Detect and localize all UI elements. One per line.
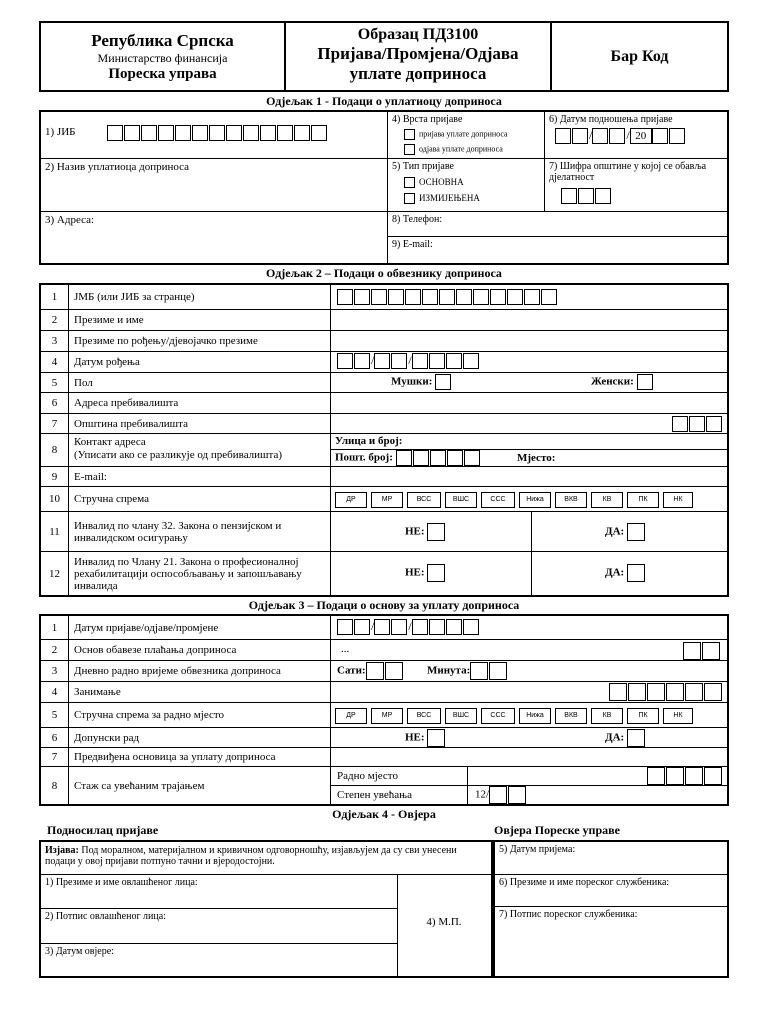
input-box[interactable]	[464, 450, 480, 466]
row-value-cell[interactable]	[330, 616, 727, 639]
invalid21-ne[interactable]: НЕ:	[405, 564, 446, 582]
s3-row-datum	[41, 616, 727, 640]
s3-row-staz	[41, 767, 727, 804]
row-value-cell[interactable]	[330, 487, 727, 511]
row-label: Пол	[74, 376, 93, 389]
education-options[interactable]	[335, 491, 697, 509]
sifra-boxes[interactable]	[561, 187, 612, 205]
row-value-cell[interactable]	[330, 682, 727, 702]
zenski-option[interactable]: Женски:	[591, 374, 654, 390]
datum-prijave-boxes[interactable]: / /	[337, 619, 480, 635]
input-box[interactable]	[226, 125, 242, 141]
datum-prijema-field[interactable]: 5) Датум пријема:	[495, 842, 727, 875]
sati-field[interactable]: Сати:	[337, 662, 404, 680]
input-box[interactable]	[628, 683, 646, 701]
datum-label: 6) Датум подношења пријаве	[549, 114, 673, 125]
section4-right	[493, 840, 729, 978]
row-value-cell[interactable]	[330, 373, 727, 392]
input-box[interactable]	[429, 619, 445, 635]
input-box[interactable]	[175, 125, 191, 141]
row-number: 1	[41, 616, 69, 639]
edu-sss[interactable]: ССС	[481, 708, 515, 724]
stepen-label: Степен увећања	[337, 789, 413, 801]
section2-title: Одјељак 2 – Подаци о обвезнику доприноса	[266, 266, 502, 280]
row-value-cell[interactable]	[330, 661, 727, 681]
invalid32-da[interactable]: ДА:	[605, 523, 646, 541]
s2-row-jmb	[41, 285, 727, 310]
year-prefix: 20	[630, 128, 652, 144]
osnovica-field[interactable]	[330, 748, 727, 766]
row-label: Општина пребивалишта	[74, 417, 188, 430]
input-box[interactable]	[311, 125, 327, 141]
input-box[interactable]	[158, 125, 174, 141]
prezime-field[interactable]	[330, 310, 727, 330]
stepen-field[interactable]: 12/	[475, 786, 527, 804]
input-box[interactable]	[366, 662, 384, 680]
s2-row-strucna-sprema	[41, 487, 727, 512]
row-label: Презиме и име	[74, 314, 144, 326]
input-box[interactable]	[627, 729, 645, 747]
edu-kv[interactable]: КВ	[591, 708, 623, 724]
input-box[interactable]	[124, 125, 140, 141]
input-box[interactable]	[561, 188, 577, 204]
row-label: Стручна спрема	[74, 493, 149, 505]
row-label: ЈМБ (или ЈИБ за странце)	[74, 291, 195, 303]
section4-title: Одјељак 4 - Овјера	[332, 807, 436, 821]
input-box[interactable]	[141, 125, 157, 141]
sifra-label: 7) Шифра општине у којој се обавља дјелатност	[549, 161, 707, 183]
kontakt-label: Контакт адреса	[74, 436, 146, 448]
input-box[interactable]	[429, 353, 445, 369]
opstina-boxes[interactable]	[672, 415, 723, 433]
sluzbenik-potpis-field[interactable]: 7) Потпис пореског службеника:	[499, 909, 638, 920]
edu-dr[interactable]: ДР	[335, 492, 367, 508]
input-box[interactable]	[427, 564, 445, 582]
ulica-label: Улица и број:	[331, 434, 727, 450]
s3-row-zanimanje	[41, 682, 727, 703]
input-box[interactable]	[294, 125, 310, 141]
row-value-cell[interactable]	[330, 285, 727, 309]
osnov-boxes[interactable]	[683, 642, 721, 660]
row-label: Инвалид по Члану 21. Закона о професионалној рехабилитацији оспособљавању и запошљавању инвалида	[74, 555, 302, 592]
row-number: 5	[41, 703, 69, 727]
input-box[interactable]	[412, 619, 428, 635]
row-value-cell[interactable]	[330, 352, 727, 372]
input-box[interactable]	[391, 619, 407, 635]
row-label: Адреса пребивалишта	[74, 397, 179, 409]
row-label: Инвалид по члану 32. Закона о пензијском и инвалидском осигурању	[74, 519, 282, 544]
row-number: 6	[41, 728, 69, 747]
input-box[interactable]	[209, 125, 225, 141]
row-label: Занимање	[74, 686, 121, 698]
s3-row-radno-vrijeme	[41, 661, 727, 682]
input-box[interactable]	[422, 289, 438, 305]
input-box[interactable]	[456, 289, 472, 305]
section1-title: Одјељак 1 - Подаци о уплатиоцу доприноса	[266, 94, 502, 108]
input-box[interactable]	[706, 416, 722, 432]
naziv-label: 2) Назив уплатиоца доприноса	[45, 161, 190, 173]
input-box[interactable]	[192, 125, 208, 141]
s2-row-invalid-21	[41, 552, 727, 595]
input-box[interactable]	[685, 767, 703, 785]
republic-name: Република Српска	[91, 31, 234, 50]
edu-mr[interactable]: МР	[371, 708, 403, 724]
input-box[interactable]	[405, 289, 421, 305]
input-box[interactable]	[447, 450, 463, 466]
input-box[interactable]	[489, 786, 507, 804]
row-value-cell[interactable]	[330, 640, 727, 660]
datum-rodjenja-boxes[interactable]: / /	[337, 353, 480, 369]
input-box[interactable]	[647, 683, 665, 701]
jib-label: 1) ЈИБ	[45, 126, 76, 138]
row-value-cell[interactable]	[330, 414, 727, 433]
input-box[interactable]	[592, 128, 608, 144]
input-box[interactable]	[702, 642, 720, 660]
s3-row-dopunski	[41, 728, 727, 748]
row-label: Предвиђена основица за уплату доприноса	[74, 751, 276, 763]
s3-row-osnovica	[41, 748, 727, 767]
form-title-block	[286, 23, 552, 90]
edu-vss[interactable]: ВСС	[407, 492, 441, 508]
jmb-boxes[interactable]	[337, 288, 558, 306]
radno-mjesto-boxes[interactable]	[647, 767, 723, 785]
input-box[interactable]	[647, 767, 665, 785]
potpis-field[interactable]: 2) Потпис овлашћеног лица:	[41, 909, 397, 944]
input-box[interactable]	[524, 289, 540, 305]
edu-vss[interactable]: ВСС	[407, 708, 441, 724]
row-label: E-mail:	[74, 470, 107, 483]
input-box[interactable]	[260, 125, 276, 141]
row-number: 2	[41, 310, 69, 330]
vrsta-option-prijava[interactable]: пријава уплате доприноса	[404, 129, 508, 140]
input-box[interactable]	[578, 188, 594, 204]
invalid32-ne[interactable]: НЕ:	[405, 523, 446, 541]
barcode-label: Бар Код	[610, 48, 669, 65]
prezime-rodjenje-field[interactable]	[330, 331, 727, 351]
input-box[interactable]	[374, 353, 390, 369]
row-number: 7	[41, 414, 69, 433]
input-box[interactable]	[354, 289, 370, 305]
input-box[interactable]	[470, 662, 488, 680]
row-number: 11	[41, 512, 69, 551]
input-box[interactable]	[704, 767, 722, 785]
edu-vkv[interactable]: ВКВ	[555, 708, 587, 724]
checkbox[interactable]	[404, 193, 415, 204]
input-box[interactable]	[107, 125, 123, 141]
mp-label: 4) М.П.	[426, 916, 462, 928]
edu-nk[interactable]: НК	[663, 492, 693, 508]
section1-table	[39, 110, 729, 265]
form-code: Образац ПД3100	[357, 26, 479, 43]
input-box[interactable]	[541, 289, 557, 305]
input-box[interactable]	[672, 416, 688, 432]
input-box[interactable]	[669, 128, 685, 144]
checkbox[interactable]	[404, 129, 415, 140]
input-box[interactable]	[427, 729, 445, 747]
invalid21-da[interactable]: ДА:	[605, 564, 646, 582]
input-box[interactable]	[652, 128, 668, 144]
row-number: 1	[41, 285, 69, 309]
form-header	[39, 21, 729, 92]
input-box[interactable]	[685, 683, 703, 701]
section3-title: Одјељак 3 – Подаци о основу за уплату доприноса	[248, 598, 520, 612]
form-title-line1: Пријава/Промјена/Одјава	[317, 44, 519, 63]
input-box[interactable]	[683, 642, 701, 660]
input-box[interactable]	[446, 353, 462, 369]
input-box[interactable]	[371, 289, 387, 305]
checkbox[interactable]	[404, 144, 415, 155]
checkbox[interactable]	[404, 177, 415, 188]
s3-row-sprema	[41, 703, 727, 728]
input-box[interactable]	[595, 188, 611, 204]
edu-mr[interactable]: МР	[371, 492, 403, 508]
section3-table	[39, 614, 729, 806]
input-box[interactable]	[507, 289, 523, 305]
tax-admin-name: Пореска управа	[108, 66, 217, 82]
jib-boxes[interactable]	[107, 124, 328, 142]
row-value-cell[interactable]	[330, 728, 727, 747]
input-box[interactable]	[704, 683, 722, 701]
input-box[interactable]	[609, 128, 625, 144]
input-box[interactable]	[243, 125, 259, 141]
row-label: Основ обавезе плаћања доприноса	[74, 644, 237, 656]
row-number: 5	[41, 373, 69, 392]
s3-row-osnov	[41, 640, 727, 661]
input-box[interactable]	[637, 374, 653, 390]
input-box[interactable]	[689, 416, 705, 432]
s2-row-prezime-rodjenje	[41, 331, 727, 352]
ovjera-heading: Овјера Пореске управе	[494, 823, 620, 837]
edu-pk[interactable]: ПК	[627, 492, 659, 508]
edu-kv[interactable]: КВ	[591, 492, 623, 508]
izjava-text: Изјава: Под моралном, материјалном и кривичном одговорношћу, изјављујем да су сви унесени подаци у овој пријави потпуно тачни и вјеродостојни.	[41, 842, 491, 875]
s2-row-email	[41, 467, 727, 487]
row-number: 4	[41, 352, 69, 372]
ovlasceno-lice-field[interactable]: 1) Презиме и име овлашћеног лица:	[41, 875, 397, 909]
row-value-cell[interactable]	[330, 552, 727, 595]
row-label: Допунски рад	[74, 731, 140, 744]
datum-boxes[interactable]: / / 20	[555, 128, 686, 144]
adresa-label: 3) Адреса:	[45, 214, 95, 226]
input-box[interactable]	[385, 662, 403, 680]
minuta-field[interactable]: Минута:	[427, 662, 508, 680]
input-box[interactable]	[277, 125, 293, 141]
input-box[interactable]	[666, 683, 684, 701]
input-box[interactable]	[412, 353, 428, 369]
input-box[interactable]	[337, 353, 353, 369]
row-number: 12	[41, 552, 69, 595]
tip-option-osnovna[interactable]: ОСНОВНА	[404, 177, 464, 188]
edu-vss2[interactable]: ВШС	[445, 708, 477, 724]
dopunski-ne[interactable]: НЕ:	[405, 729, 446, 747]
post-broj-field[interactable]: Пошт. број:	[335, 450, 481, 466]
input-box[interactable]	[374, 619, 390, 635]
edu-vkv[interactable]: ВКВ	[555, 492, 587, 508]
row-number: 9	[41, 467, 69, 486]
education-options-job[interactable]	[335, 707, 697, 725]
row-label: Презиме по рођењу/дјевојачко презиме	[74, 335, 258, 347]
s2-row-prezime	[41, 310, 727, 331]
edu-dr[interactable]: ДР	[335, 708, 367, 724]
s2-row-kontakt	[41, 434, 727, 467]
row-number: 8	[41, 767, 69, 804]
row-value-cell[interactable]	[330, 767, 727, 804]
mjesto-label: Мјесто:	[517, 452, 556, 464]
tip-option-izmijenjena[interactable]: ИЗМИЈЕЊЕНА	[404, 193, 480, 204]
input-box[interactable]	[427, 523, 445, 541]
row-number: 10	[41, 487, 69, 511]
input-box[interactable]	[435, 374, 451, 390]
vrsta-option-odjava[interactable]: одјава уплате доприноса	[404, 144, 503, 155]
row-label: Дневно радно вријеме обвезника доприноса	[74, 665, 281, 677]
s2-row-opstina	[41, 414, 727, 434]
datum-ovjere-field[interactable]: 3) Датум овјере:	[45, 946, 114, 957]
row-label: Датум пријаве/одјаве/промјене	[74, 621, 219, 634]
input-box[interactable]	[463, 353, 479, 369]
s2-row-invalid-32	[41, 512, 727, 552]
muski-option[interactable]: Мушки:	[391, 374, 452, 390]
edu-pk[interactable]: ПК	[627, 708, 659, 724]
podnosilac-heading: Подносилац пријаве	[47, 823, 159, 837]
form-title-line2: уплате доприноса	[349, 64, 487, 83]
edu-nk[interactable]: НК	[663, 708, 693, 724]
vrsta-label: 4) Врста пријаве	[392, 114, 463, 125]
row-number: 2	[41, 640, 69, 660]
row-number: 7	[41, 748, 69, 766]
input-box[interactable]	[354, 619, 370, 635]
edu-niza[interactable]: Нижа	[519, 708, 551, 724]
sluzbenik-ime-field[interactable]: 6) Презиме и име пореског службеника:	[495, 875, 727, 907]
kontakt-note: (Уписати ако се разликује од пребивалишта)	[74, 449, 283, 461]
row-label: Стаж са увећаним трајањем	[74, 779, 205, 792]
edu-sss[interactable]: ССС	[481, 492, 515, 508]
input-box[interactable]	[609, 683, 627, 701]
input-box[interactable]	[572, 128, 588, 144]
edu-niza[interactable]: Нижа	[519, 492, 551, 508]
radno-mjesto-label: Радно мјесто	[337, 770, 398, 782]
input-box[interactable]	[396, 450, 412, 466]
input-box[interactable]	[463, 619, 479, 635]
row-value-cell[interactable]	[330, 512, 727, 551]
adresa-prebivalista-field[interactable]	[330, 393, 727, 413]
dopunski-da[interactable]: ДА:	[605, 729, 646, 747]
zanimanje-boxes[interactable]	[609, 683, 723, 701]
edu-vss2[interactable]: ВШС	[445, 492, 477, 508]
input-box[interactable]	[666, 767, 684, 785]
row-number: 4	[41, 682, 69, 702]
email-field[interactable]	[330, 467, 727, 486]
issuer-block	[41, 23, 286, 90]
input-box[interactable]	[627, 523, 645, 541]
row-label: Стручна спрема за радно мјесто	[74, 709, 225, 721]
input-box[interactable]	[473, 289, 489, 305]
input-box[interactable]	[388, 289, 404, 305]
s2-row-datum-rodjenja	[41, 352, 727, 373]
input-box[interactable]	[508, 786, 526, 804]
telefon-label: 8) Телефон:	[392, 214, 443, 225]
section4-left	[39, 840, 493, 978]
s2-row-adresa	[41, 393, 727, 414]
row-number: 8	[41, 434, 69, 466]
s2-row-pol	[41, 373, 727, 393]
input-box[interactable]	[489, 662, 507, 680]
ministry-name: Министарство финансија	[97, 51, 228, 65]
input-box[interactable]	[354, 353, 370, 369]
row-number: 6	[41, 393, 69, 413]
row-number: 3	[41, 331, 69, 351]
row-value-cell[interactable]	[330, 703, 727, 727]
input-box[interactable]	[490, 289, 506, 305]
row-value-cell[interactable]	[330, 434, 727, 466]
input-box[interactable]	[337, 619, 353, 635]
tip-label: 5) Тип пријаве	[392, 161, 454, 172]
input-box[interactable]	[413, 450, 429, 466]
email-label: 9) E-mail:	[392, 239, 433, 250]
input-box[interactable]	[337, 289, 353, 305]
input-box[interactable]	[555, 128, 571, 144]
input-box[interactable]	[627, 564, 645, 582]
row-number: 3	[41, 661, 69, 681]
input-box[interactable]	[446, 619, 462, 635]
osnov-dots: ...	[341, 643, 350, 655]
section2-table	[39, 283, 729, 597]
row-label: Датум рођења	[74, 356, 140, 368]
input-box[interactable]	[439, 289, 455, 305]
input-box[interactable]	[391, 353, 407, 369]
input-box[interactable]	[430, 450, 446, 466]
